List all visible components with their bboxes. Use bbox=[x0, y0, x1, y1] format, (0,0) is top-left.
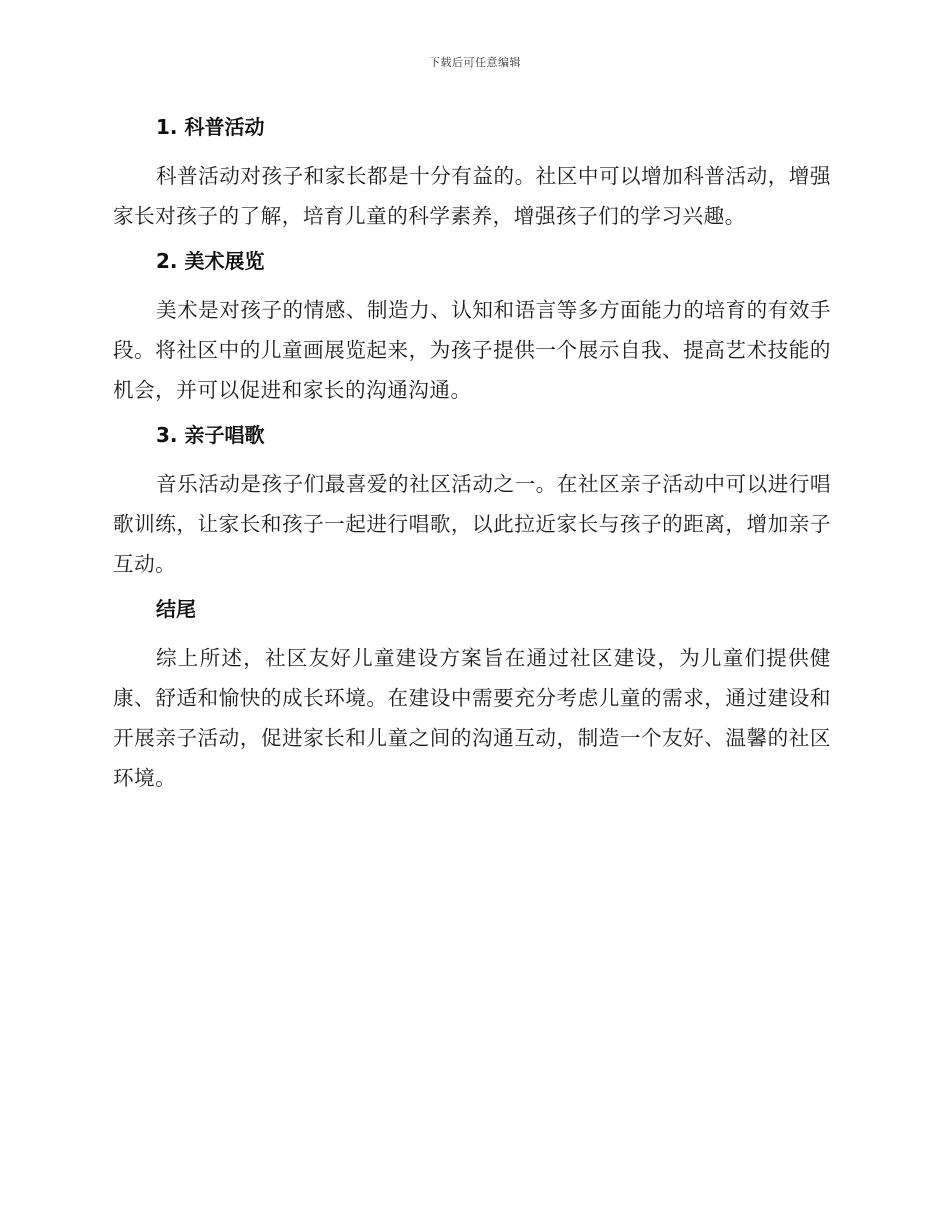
document-body bbox=[113, 112, 831, 808]
section-paragraph: 美术是对孩子的情感、制造力、认知和语言等多方面能力的培育的有效手段。将社区中的儿童画展览起来，为孩子提供一个展示自我、提高艺术技能的机会，并可以促进和家长的沟通沟通。 bbox=[113, 298, 831, 402]
section-heading: 结尾 bbox=[156, 597, 196, 621]
section-heading: 3. 亲子唱歌 bbox=[156, 423, 265, 447]
section-heading: 1. 科普活动 bbox=[156, 115, 265, 139]
section-art bbox=[113, 246, 831, 410]
page-header: 下载后可任意编辑 bbox=[429, 56, 521, 69]
section-science bbox=[113, 112, 831, 236]
section-paragraph: 音乐活动是孩子们最喜爱的社区活动之一。在社区亲子活动中可以进行唱歌训练，让家长和孩子一起进行唱歌，以此拉近家长与孩子的距离，增加亲子互动。 bbox=[113, 472, 831, 576]
section-heading: 2. 美术展览 bbox=[156, 249, 265, 273]
section-paragraph: 综上所述，社区友好儿童建设方案旨在通过社区建设，为儿童们提供健康、舒适和愉快的成长环境。在建设中需要充分考虑儿童的需求，通过建设和开展亲子活动，促进家长和儿童之间的沟通互动，制造一个友好、温馨的社区环境。 bbox=[113, 646, 831, 790]
section-conclusion bbox=[113, 594, 831, 798]
section-paragraph: 科普活动对孩子和家长都是十分有益的。社区中可以增加科普活动，增强家长对孩子的了解，培育儿童的科学素养，增强孩子们的学习兴趣。 bbox=[113, 164, 831, 228]
section-singing bbox=[113, 420, 831, 584]
